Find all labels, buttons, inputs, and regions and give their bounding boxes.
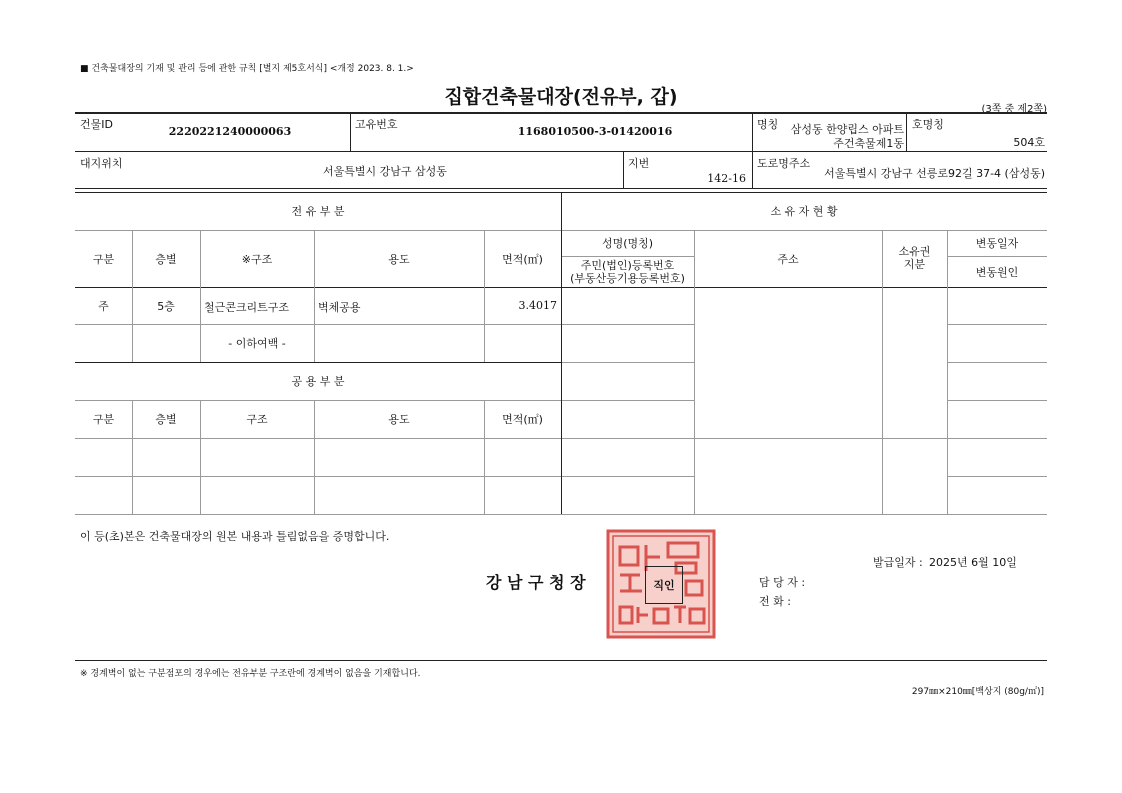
building-name-line1: 삼성동 한양립스 아파트 — [790, 123, 904, 136]
seal-box: 직인 — [645, 566, 683, 604]
row-division: 주 — [98, 299, 109, 313]
owner-section-title: 소 유 자 현 황 — [770, 205, 838, 218]
row-area: 3.4017 — [518, 299, 557, 312]
row-floor: 5층 — [157, 299, 175, 313]
table-rule — [947, 324, 1047, 325]
header-divider — [752, 112, 753, 188]
exclusive-section-title: 전 유 부 분 — [291, 205, 345, 218]
phone-label: 전 화 : — [759, 595, 791, 608]
room-value: 504호 — [1013, 136, 1045, 149]
row-use: 벽체공용 — [318, 301, 361, 314]
col-change-date: 변동일자 — [975, 237, 1019, 250]
common-col-use: 용도 — [388, 413, 410, 426]
col-floor: 층별 — [155, 252, 177, 266]
col-share-1: 소유권 — [898, 245, 931, 258]
form-regulation-note: ■ 건축물대장의 기재 및 관리 등에 관한 규칙 [별지 제5호서식] <개정 2023. 8. 1.> — [80, 64, 414, 74]
issue-date-value: 2025년 6월 10일 — [929, 556, 1017, 569]
table-col-rule — [882, 230, 883, 514]
header-mid-rule — [75, 151, 1047, 152]
common-col-structure: 구조 — [246, 413, 268, 426]
building-name-line2: 주건축물제1동 — [833, 137, 904, 150]
common-col-division: 구분 — [92, 413, 115, 426]
table-rule — [947, 476, 1047, 477]
table-rule — [561, 362, 694, 363]
building-name-label: 명칭 — [757, 118, 779, 131]
footer-rule — [75, 660, 1047, 661]
officer-label: 담 당 자 : — [759, 576, 806, 589]
paper-spec: 297㎜×210㎜[백상지 (80g/㎡)] — [911, 687, 1044, 697]
issuer-name: 강 남 구 청 장 — [486, 573, 586, 592]
table-rule — [561, 476, 694, 477]
building-id-value: 2220221240000063 — [168, 125, 292, 138]
header-top-rule — [75, 112, 1047, 114]
unique-no-value: 1168010500-3-01420016 — [517, 125, 673, 138]
road-address-label: 도로명주소 — [757, 157, 811, 170]
col-division: 구분 — [92, 252, 115, 266]
col-use: 용도 — [388, 252, 410, 266]
table-rule — [561, 400, 694, 401]
header-divider — [623, 151, 624, 188]
page-title: 집합건축물대장(전유부, 갑) — [444, 86, 678, 108]
col-area: 면적(㎡) — [502, 252, 543, 266]
road-address-value: 서울특별시 강남구 선릉로92길 37-4 (삼성동) — [824, 167, 1045, 180]
header-divider — [906, 112, 907, 151]
site-label: 대지위치 — [80, 157, 123, 170]
row-structure: 철근콘크리트구조 — [204, 301, 290, 314]
common-col-floor: 층별 — [155, 413, 177, 426]
room-label: 호명칭 — [912, 118, 944, 131]
col-share-2: 지분 — [903, 258, 926, 271]
common-section-title: 공 용 부 분 — [291, 375, 345, 388]
certification-text: 이 등(초)본은 건축물대장의 원본 내용과 틀림없음을 증명합니다. — [80, 530, 390, 543]
issue-date-label: 발급일자 : — [873, 556, 923, 569]
footnote: ※ 경계벽이 없는 구분점포의 경우에는 전유부분 구조란에 경계벽이 없음을 기재합니다. — [80, 669, 421, 679]
col-reg-no-2: (부동산등기용등록번호) — [570, 272, 685, 285]
col-change-reason: 변동원인 — [975, 265, 1019, 279]
col-structure: ※구조 — [241, 252, 273, 266]
col-owner-name: 성명(명칭) — [601, 237, 654, 250]
table-rule — [75, 514, 1047, 515]
table-rule — [75, 324, 561, 325]
col-address: 주소 — [777, 252, 799, 266]
unique-no-label: 고유번호 — [355, 118, 398, 131]
table-rule — [947, 362, 1047, 363]
building-id-label: 건물ID — [80, 118, 113, 131]
common-col-area: 면적(㎡) — [502, 413, 543, 426]
header-divider — [350, 112, 351, 151]
table-rule — [75, 476, 561, 477]
site-value: 서울특별시 강남구 삼성동 — [323, 165, 447, 178]
table-rule — [947, 400, 1047, 401]
table-rule — [561, 324, 694, 325]
blank-below-note: - 이하여백 - — [228, 337, 286, 350]
lot-value: 142-16 — [707, 172, 746, 185]
lot-label: 지번 — [628, 157, 650, 170]
page-info: (3쪽 중 제2쪽) — [981, 104, 1047, 115]
header-bottom-rule — [75, 188, 1047, 189]
col-reg-no-1: 주민(법인)등록번호 — [580, 259, 675, 272]
